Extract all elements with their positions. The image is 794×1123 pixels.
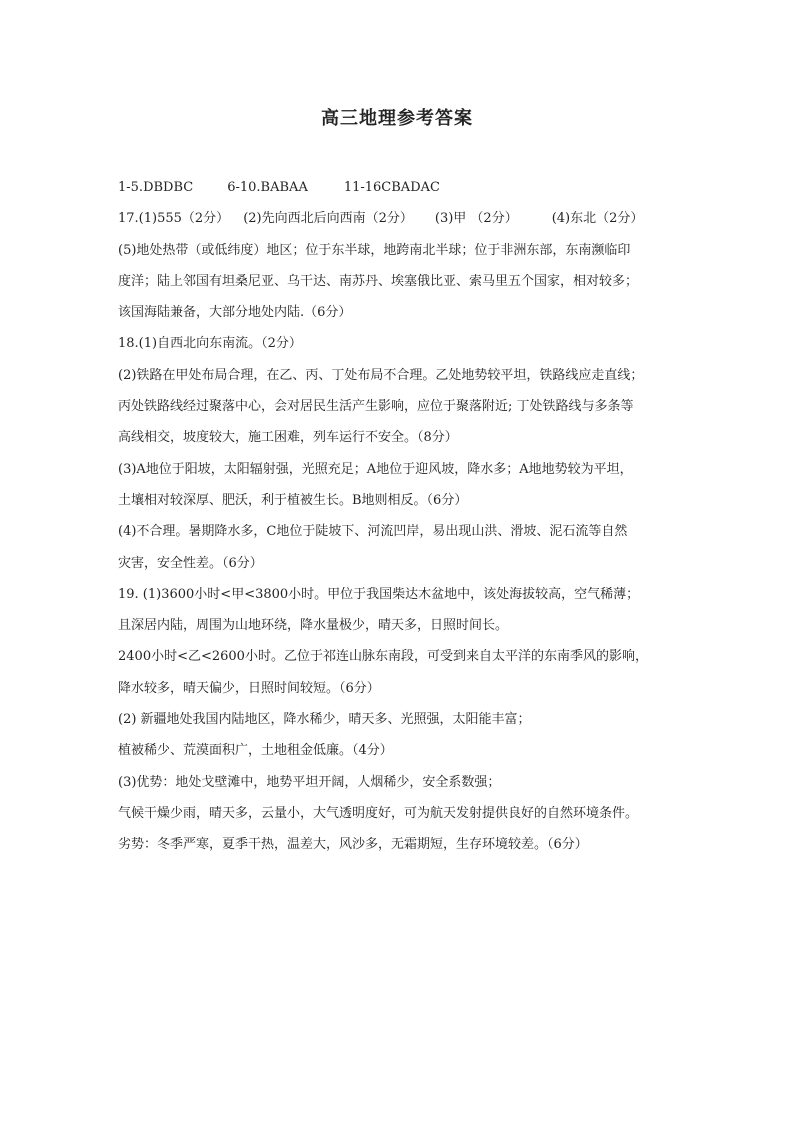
q17-part-3: (3)甲 （2分） [434,211,518,227]
q17-line-2: (5)地处热带（或低纬度）地区；位于东半球，地跨南北半球；位于非洲东部，东南濒临印 [118,242,631,258]
q18-line-7: (4)不合理。暑期降水多，C地位于陡坡下、河流凹岸，易出现山洪、滑坡、泥石流等自然 [118,524,628,540]
q18-line-3: 丙处铁路线经过聚落中心，会对居民生活产生影响，应位于聚落附近; 丁处铁路线与多条等 [118,399,634,415]
q17-part-2: (2)先向西北后向西南（2分） [243,211,413,227]
q19-line-4: 降水较多，晴天偏少，日照时间较短。（6分） [118,680,380,696]
q18-line-6: 土壤相对较深厚、肥沃，利于植被生长。B地则相反。（6分） [118,492,468,508]
q19-line-2: 且深居内陆，周围为山地环绕，降水量极少，晴天多，日照时间长。 [118,618,509,634]
q17-line-3: 度洋；陆上邻国有坦桑尼亚、乌干达、南苏丹、埃塞俄比亚、索马里五个国家，相对较多； [118,273,639,289]
mc-answers-11-16: 11-16CBADAC [343,180,440,195]
q18-line-2: (2)铁路在甲处布局合理，在乙、丙、丁处布局不合理。乙处地势较平坦，铁路线应走直线； [118,367,644,383]
q17-line-1 [118,203,718,234]
q18-line-4: 高线相交，坡度较大，施工困难，列车运行不安全。（8分） [118,430,458,446]
q18-line-5: (3)A地位于阳坡，太阳辐射强，光照充足；A地位于迎风坡，降水多；A地地势较为平坦， [118,461,633,477]
q19-line-5: (2) 新疆地处我国内陆地区，降水稀少，晴天多、光照强，太阳能丰富； [118,712,531,728]
mc-answers-1-5: 1-5.DBDBC [118,180,194,195]
q19-line-7: (3)优势：地处戈壁滩中，地势平坦开阔，人烟稀少，安全系数强； [118,774,501,790]
q17-line-4: 该国海陆兼备，大部分地处内陆.（6分） [118,305,352,321]
q19-line-3: 2400小时<乙<2600小时。乙位于祁连山脉东南段，可受到来自太平洋的东南季风的影响， [118,649,648,665]
q18-line-8: 灾害，安全性差。（6分） [118,555,263,571]
q19-line-1: 19. (1)3600小时<甲<3800小时。甲位于我国柴达木盆地中，该处海拔较高，空气稀薄； [118,586,640,602]
answer-content [118,172,718,861]
page-title: 高三地理参考答案 [321,108,473,129]
q18-line-1: 18.(1)自西北向东南流。（2分） [118,336,302,352]
q19-line-6: 植被稀少、荒漠面积广，土地租金低廉。（4分） [118,743,393,759]
mc-answers-6-10: 6-10.BABAA [227,180,308,195]
q19-line-9: 劣势：冬季严寒，夏季干热，温差大，风沙多，无霜期短，生存环境较差。（6分） [118,837,588,853]
q17-part-1: 17.(1)555（2分） [118,211,230,227]
mc-answers-line [118,172,718,203]
q19-line-8: 气候干燥少雨，晴天多，云量小，大气透明度好，可为航天发射提供良好的自然环境条件。 [118,805,639,821]
q17-part-4: (4)东北（2分） [551,211,644,227]
